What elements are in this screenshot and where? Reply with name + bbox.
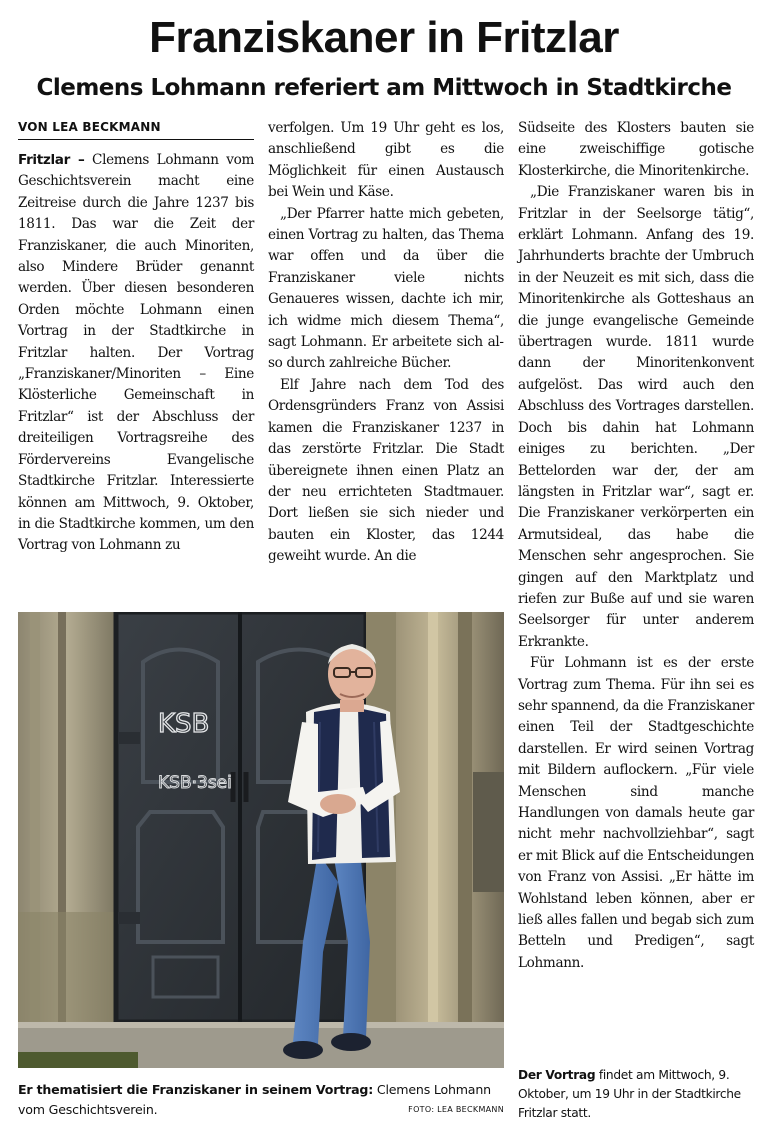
graffiti-tag: KSB [158, 709, 210, 739]
photo-caption [18, 1080, 504, 1120]
note-text: findet am Mittwoch, 9. Oktober, um 19 Uhr in der Stadtkirche Fritzlar statt. [518, 1068, 741, 1120]
article-photo [18, 612, 504, 1068]
byline: VON LEA BECKMANN [18, 120, 254, 140]
headline: Franziskaner in Fritzlar [149, 13, 619, 62]
graffiti-tag: KSB·3sei [158, 773, 232, 793]
event-note [518, 1066, 754, 1123]
article-paragraph: Südseite des Klosters bauten sie eine zweischiffige gotische Klosterkirche, die Minoritenkirche. [518, 120, 754, 179]
note-lead: Der Vortrag [518, 1068, 596, 1082]
photo-credit: FOTO: LEA BECKMANN [408, 1105, 504, 1114]
article-paragraph: Elf Jahre nach dem Tod des Ordensgründers Franz von Assisi kamen die Franziskaner 1237 in das zerstörte Fritzlar. Die Stadt übereignete ihnen einen Platz an der neu errichteten Stadtmauer. Dort ließen sie sich nieder und bauten ein Kloster, das 1244 geweiht wurde. An die [268, 376, 504, 565]
article-paragraph [18, 150, 254, 557]
article-paragraph: verfolgen. Um 19 Uhr geht es los, anschließend gibt es die Möglichkeit für einen Austausch bei Wein und Käse. [268, 120, 504, 201]
caption-text: Clemens Lohmann vom Geschichtsverein. [18, 1082, 491, 1117]
caption-lead: Er thematisiert die Franziskaner in seinem Vortrag: [18, 1082, 374, 1097]
photo-illustration [18, 612, 504, 1068]
article-column-1 [18, 150, 254, 557]
dateline: Fritzlar – [18, 152, 85, 168]
article-paragraph: „Der Pfarrer hatte mich gebeten, einen Vortrag zu halten, das Thema war offen und da über die Franziskaner viele nichts Genaueres wissen, dachte ich mir, ich widme mich diesem Thema“, sagt Lohmann. Er arbeitete sich also durch zahlreiche Bücher. [268, 205, 504, 372]
article-paragraph: „Die Franziskaner waren bis in Fritzlar in der Seelsorge tätig“, erklärt Lohmann. Anfang des 19. Jahrhunderts brachte der Umbruch in der Neuzeit es mit sich, dass die Minoritenkirche als Gotteshaus an die junge evangelische Gemeinde übertragen wurde. 1811 wurde dann der Minoritenkonvent aufgelöst. Das wird auch den Abschluss des Vortrages darstellen. Doch bis dahin hat Lohmann einiges zu berichten. „Der Bettelorden war der, der am längsten in Fritzlar war“, sagt er. Die Franziskaner verkörperten ein Armutsideal, das habe die Menschen sehr angesprochen. Sie gingen auf den Marktplatz und riefen zur Buße auf und sie waren Seelsorger für unter anderem Erkrankte. [518, 184, 754, 650]
subheadline: Clemens Lohmann referiert am Mittwoch in Stadtkirche [36, 75, 732, 101]
article-column-2 [268, 118, 504, 568]
paragraph-text: Clemens Lohmann vom Geschichtsverein macht eine Zeitreise durch die Jahre 1237 bis 1811. Das war die Zeit der Franziskaner, die auch Minoriten, also Mindere Brüder genannt werden. Über diesen besonderen Orden möchte Lohmann einen Vortrag in der Stadtkirche in Fritzlar halten. Der Vortrag „Franziskaner/Minoriten – Eine Klösterliche Gemeinschaft in Fritzlar“ ist der Abschluss der dreiteiligen Vortragsreihe des Fördervereins Evangelische Stadtkirche Fritzlar. Interessierte können am Mittwoch, 9. Oktober, in die Stadtkirche kommen, um den Vortrag von Lohmann zu [18, 152, 254, 554]
article-column-3 [518, 118, 754, 974]
article-paragraph: Für Lohmann ist es der erste Vortrag zum Thema. Für ihn sei es sehr spannend, da die Franziskaner einen Teil der Stadtgeschichte darstellen. Er wird seinen Vortrag mit Bildern auflockern. „Für viele Menschen sind manche Handlungen von damals heute gar nicht mehr nachvollziehbar“, sagt er mit Blick auf die Entscheidungen von Franz von Assisi. „Er hätte im Wohlstand leben können, aber er ließ alles fallen und begab sich zum Betteln und Predigen“, sagt Lohmann. [518, 655, 754, 971]
